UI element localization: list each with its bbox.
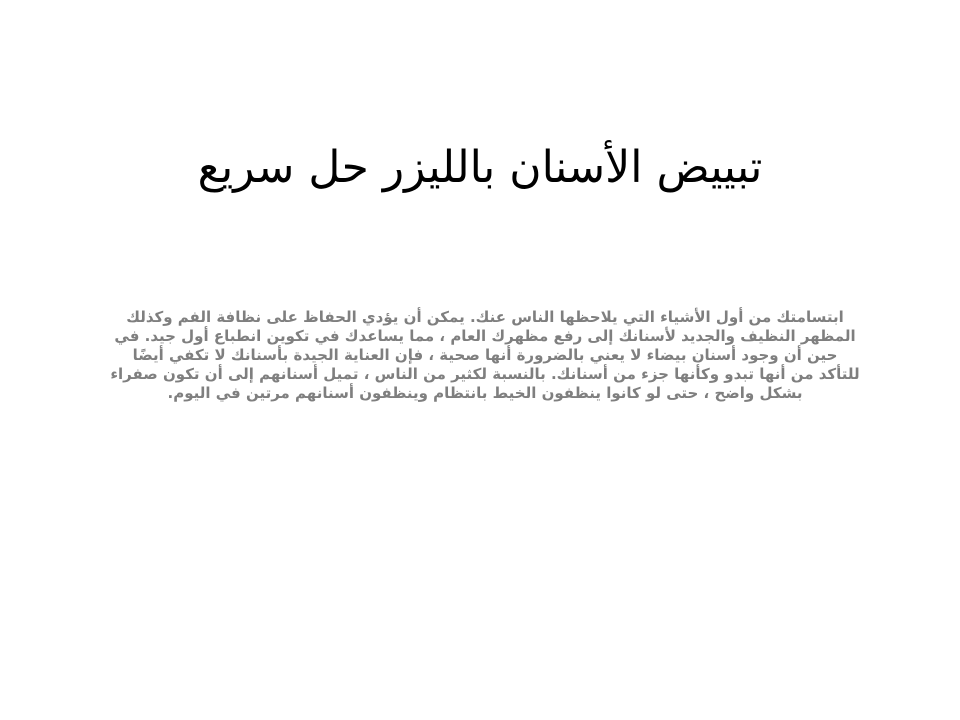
slide-title: تبييض الأسنان بالليزر حل سريع	[197, 142, 763, 193]
slide-body-text: ابتسامتك من أول الأشياء التي يلاحظها الناس عنك. يمكن أن يؤدي الحفاظ على نظافة الفم وكذلك المظهر النظيف والجديد لأسنانك إلى رفع مظهرك العام ، مما يساعدك في تكوين انطباع أول جيد. في حين أن وجود أسنان بيضاء لا يعني بالضرورة أنها صحية ، فإن العناية الجيدة بأسنانك لا تكفي أيضًا للتأكد من أنها تبدو وكأنها جزء من أسنانك. بالنسبة لكثير من الناس ، تميل أسنانهم إلى أن تكون صفراء بشكل واضح ، حتى لو كانوا ينظفون الخيط بانتظام وينظفون أسنانهم مرتين في اليوم.	[110, 308, 860, 402]
